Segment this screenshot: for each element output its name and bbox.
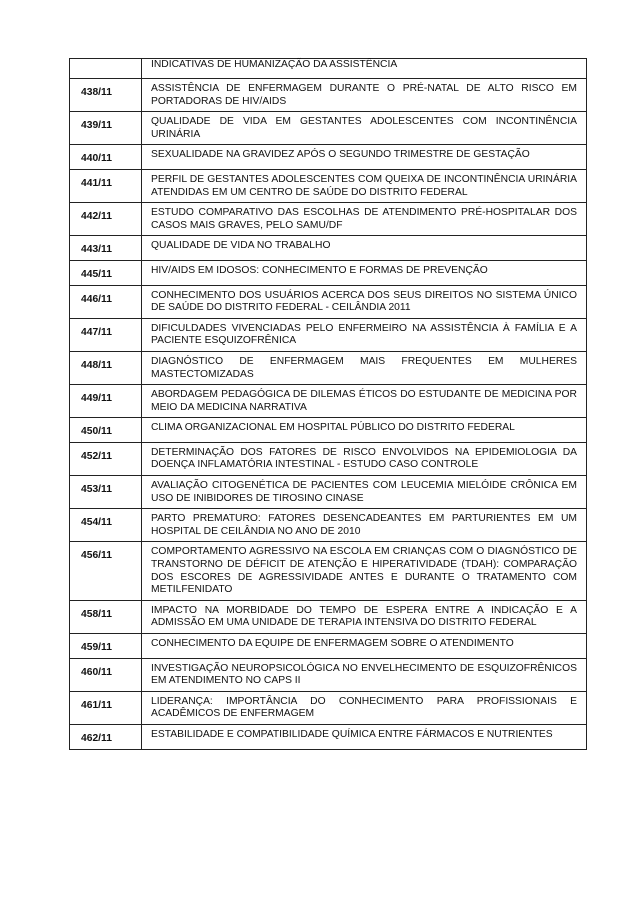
protocol-number: 448/11 <box>70 351 142 384</box>
protocol-number: 446/11 <box>70 285 142 318</box>
project-title: INVESTIGAÇÃO NEUROPSICOLÓGICA NO ENVELHECIMENTO DE ESQUIZOFRÊNICOS EM ATENDIMENTO NO CAPS II <box>142 658 587 691</box>
table-row <box>70 112 587 145</box>
protocol-number: 442/11 <box>70 203 142 236</box>
table-row <box>70 236 587 261</box>
protocol-number: 460/11 <box>70 658 142 691</box>
table-row <box>70 59 587 79</box>
protocol-number: 441/11 <box>70 169 142 202</box>
table-row <box>70 509 587 542</box>
table-row <box>70 285 587 318</box>
protocol-number: 443/11 <box>70 236 142 261</box>
protocol-number: 452/11 <box>70 442 142 475</box>
protocol-number: 462/11 <box>70 724 142 749</box>
project-title: QUALIDADE DE VIDA EM GESTANTES ADOLESCENTES COM INCONTINÊNCIA URINÁRIA <box>142 112 587 145</box>
protocol-number: 438/11 <box>70 79 142 112</box>
table-row <box>70 145 587 170</box>
table-row <box>70 203 587 236</box>
table-row <box>70 658 587 691</box>
protocol-number: 458/11 <box>70 600 142 633</box>
table-row <box>70 724 587 749</box>
project-title: DETERMINAÇÃO DOS FATORES DE RISCO ENVOLVIDOS NA EPIDEMIOLOGIA DA DOENÇA INFLAMATÓRIA INTESTINAL - ESTUDO CASO CONTROLE <box>142 442 587 475</box>
protocol-table <box>69 58 587 750</box>
project-title: INDICATIVAS DE HUMANIZAÇÃO DA ASSISTÊNCIA <box>142 59 587 79</box>
protocol-number: 454/11 <box>70 509 142 542</box>
project-title: PERFIL DE GESTANTES ADOLESCENTES COM QUEIXA DE INCONTINÊNCIA URINÁRIA ATENDIDAS EM UM CENTRO DE SAÚDE DO DISTRITO FEDERAL <box>142 169 587 202</box>
project-title: ESTABILIDADE E COMPATIBILIDADE QUÍMICA ENTRE FÁRMACOS E NUTRIENTES <box>142 724 587 749</box>
protocol-number: 449/11 <box>70 385 142 418</box>
project-title: COMPORTAMENTO AGRESSIVO NA ESCOLA EM CRIANÇAS COM O DIAGNÓSTICO DE TRANSTORNO DE DÉFICIT DE ATENÇÃO E HIPERATIVIDADE (TDAH): COMPARAÇÃO DOS ESCORES DE AGRESSIVIDADE ANTES E DURANTE O TRATAMENTO COM METILFENIDATO <box>142 542 587 600</box>
table-row <box>70 418 587 443</box>
table-row <box>70 476 587 509</box>
project-title: ABORDAGEM PEDAGÓGICA DE DILEMAS ÉTICOS DO ESTUDANTE DE MEDICINA POR MEIO DA MEDICINA NARRATIVA <box>142 385 587 418</box>
project-title: CLIMA ORGANIZACIONAL EM HOSPITAL PÚBLICO DO DISTRITO FEDERAL <box>142 418 587 443</box>
table-row <box>70 260 587 285</box>
project-title: LIDERANÇA: IMPORTÂNCIA DO CONHECIMENTO PARA PROFISSIONAIS E ACADÊMICOS DE ENFERMAGEM <box>142 691 587 724</box>
project-title: ESTUDO COMPARATIVO DAS ESCOLHAS DE ATENDIMENTO PRÉ-HOSPITALAR DOS CASOS MAIS GRAVES, PELO SAMU/DF <box>142 203 587 236</box>
project-title: IMPACTO NA MORBIDADE DO TEMPO DE ESPERA ENTRE A INDICAÇÃO E A ADMISSÃO EM UMA UNIDADE DE TERAPIA INTENSIVA DO DISTRITO FEDERAL <box>142 600 587 633</box>
project-title: AVALIAÇÃO CITOGENÉTICA DE PACIENTES COM LEUCEMIA MIELÓIDE CRÔNICA EM USO DE INIBIDORES DE TIROSINO CINASE <box>142 476 587 509</box>
protocol-number: 461/11 <box>70 691 142 724</box>
table-row <box>70 600 587 633</box>
table-row <box>70 169 587 202</box>
table-row <box>70 442 587 475</box>
protocol-number: 450/11 <box>70 418 142 443</box>
table-row <box>70 691 587 724</box>
project-title: ASSISTÊNCIA DE ENFERMAGEM DURANTE O PRÉ-NATAL DE ALTO RISCO EM PORTADORAS DE HIV/AIDS <box>142 79 587 112</box>
table-row <box>70 79 587 112</box>
protocol-number: 445/11 <box>70 260 142 285</box>
project-title: CONHECIMENTO DA EQUIPE DE ENFERMAGEM SOBRE O ATENDIMENTO <box>142 634 587 659</box>
protocol-number: 439/11 <box>70 112 142 145</box>
table-row <box>70 385 587 418</box>
protocol-number: 459/11 <box>70 634 142 659</box>
protocol-number: 456/11 <box>70 542 142 600</box>
table-row <box>70 634 587 659</box>
protocol-number: 453/11 <box>70 476 142 509</box>
protocol-number: 440/11 <box>70 145 142 170</box>
project-title: CONHECIMENTO DOS USUÁRIOS ACERCA DOS SEUS DIREITOS NO SISTEMA ÚNICO DE SAÚDE DO DISTRITO FEDERAL - CEILÂNDIA 2011 <box>142 285 587 318</box>
table-row <box>70 351 587 384</box>
protocol-number: 447/11 <box>70 318 142 351</box>
project-title: HIV/AIDS EM IDOSOS: CONHECIMENTO E FORMAS DE PREVENÇÃO <box>142 260 587 285</box>
protocol-number <box>70 59 142 79</box>
table-row <box>70 542 587 600</box>
project-title: DIFICULDADES VIVENCIADAS PELO ENFERMEIRO NA ASSISTÊNCIA À FAMÍLIA E A PACIENTE ESQUIZOFRÊNICA <box>142 318 587 351</box>
project-title: QUALIDADE DE VIDA NO TRABALHO <box>142 236 587 261</box>
project-title: SEXUALIDADE NA GRAVIDEZ APÓS O SEGUNDO TRIMESTRE DE GESTAÇÃO <box>142 145 587 170</box>
table-row <box>70 318 587 351</box>
project-title: DIAGNÓSTICO DE ENFERMAGEM MAIS FREQUENTES EM MULHERES MASTECTOMIZADAS <box>142 351 587 384</box>
project-title: PARTO PREMATURO: FATORES DESENCADEANTES EM PARTURIENTES EM UM HOSPITAL DE CEILÂNDIA NO ANO DE 2010 <box>142 509 587 542</box>
